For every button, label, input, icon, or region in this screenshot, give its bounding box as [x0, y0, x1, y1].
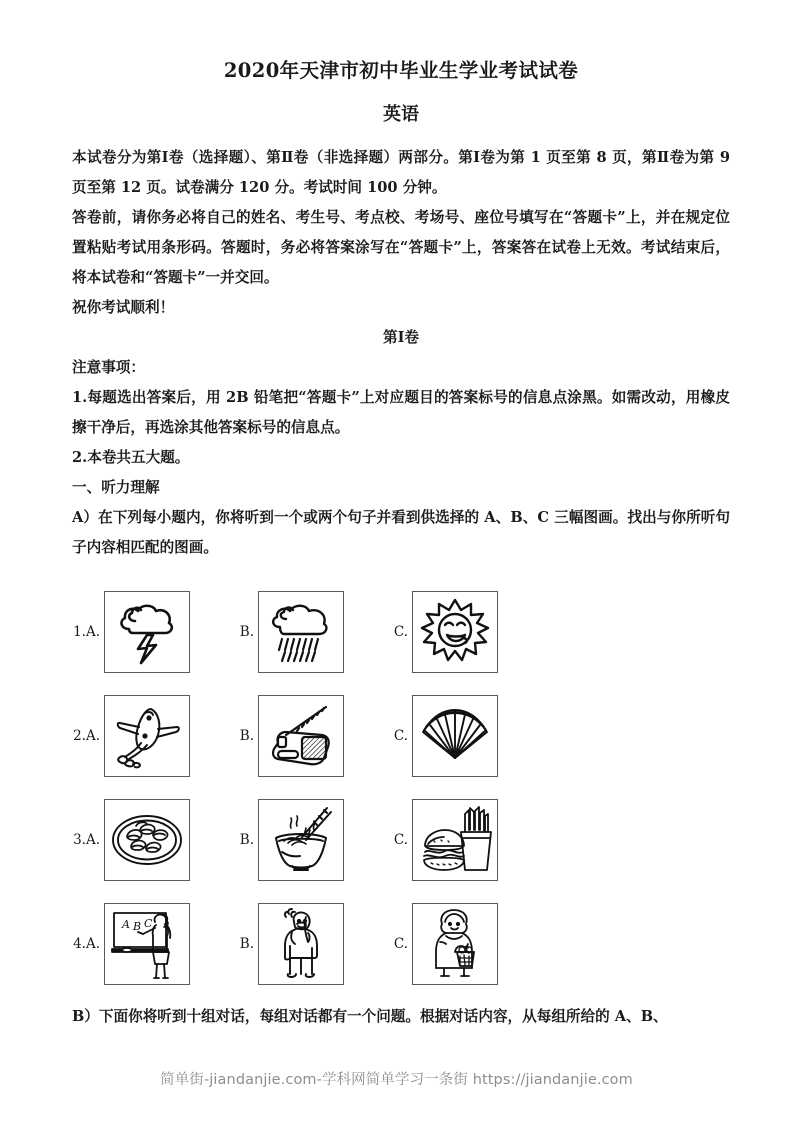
- option-2-c[interactable]: [390, 695, 498, 777]
- option-label-2-a: 2.A.: [73, 728, 100, 744]
- teacher-blackboard-icon[interactable]: [104, 903, 190, 985]
- option-3-c[interactable]: [390, 799, 498, 881]
- question-row-2: [72, 692, 732, 780]
- intro-paragraph-3: 祝你考试顺利！: [72, 298, 175, 316]
- option-4-a[interactable]: [72, 903, 190, 985]
- intro-paragraph-2: 答卷前，请你务必将自己的姓名、考生号、考点校、考场号、座位号填写在“答题卡”上，并在规定位置粘贴考试用条形码。答题时，务必将答案涂写在“答题卡”上，答案答在试卷上无效。考试结束后，将本试卷和“答题卡”一并交回。: [72, 208, 730, 286]
- burger-fries-icon[interactable]: [412, 799, 498, 881]
- volume-one-heading: 第Ⅰ卷: [382, 328, 419, 346]
- option-1-c[interactable]: [390, 591, 498, 673]
- question-row-4: [72, 900, 732, 988]
- option-1-a[interactable]: [72, 591, 190, 673]
- svg-text:A: A: [122, 918, 130, 931]
- smiling-sun-icon[interactable]: [412, 591, 498, 673]
- radio-icon[interactable]: [258, 695, 344, 777]
- option-label-3-c: C.: [393, 832, 408, 848]
- option-3-a[interactable]: [72, 799, 190, 881]
- instruction-section-b-wrap: [72, 1002, 730, 1032]
- option-1-b[interactable]: [236, 591, 344, 673]
- subject-title: 英语: [383, 104, 419, 126]
- page-title: 2020年天津市初中毕业生学业考试试卷: [223, 59, 579, 82]
- option-label-2-c: C.: [393, 728, 408, 744]
- document-content: [72, 58, 730, 563]
- option-4-b[interactable]: [236, 903, 344, 985]
- question-row-1: [72, 588, 732, 676]
- intro-paragraph-1: 本试卷分为第Ⅰ卷（选择题）、第Ⅱ卷（非选择题）两部分。第Ⅰ卷为第 1 页至第 8 页，第Ⅱ卷为第 9 页至第 12 页。试卷满分 120 分。考试时间 100 分钟。: [72, 148, 730, 196]
- option-label-1-b: B.: [239, 624, 254, 640]
- rain-cloud-icon[interactable]: [258, 591, 344, 673]
- person-waving-icon[interactable]: [258, 903, 344, 985]
- option-3-b[interactable]: [236, 799, 344, 881]
- footer-watermark: 简单街-jiandanjie.com-学科网简单学习一条街 https://jiandanjie.com: [160, 1072, 633, 1088]
- woman-with-basket-icon[interactable]: [412, 903, 498, 985]
- kite-airplane-icon[interactable]: [104, 695, 190, 777]
- dumplings-plate-icon[interactable]: [104, 799, 190, 881]
- thunderstorm-cloud-icon[interactable]: [104, 591, 190, 673]
- svg-text:B: B: [133, 920, 142, 933]
- notice-item-1: 1.每题选出答案后，用 2B 铅笔把“答题卡”上对应题目的答案标号的信息点涂黑。如需改动，用橡皮擦干净后，再选涂其他答案标号的信息点。: [72, 388, 730, 436]
- notice-item-2: 2.本卷共五大题。: [72, 448, 190, 466]
- instruction-section-a: A）在下列每小题内，你将听到一个或两个句子并看到供选择的 A、B、C 三幅图画。找出与你所听句子内容相匹配的图画。: [72, 508, 730, 556]
- folding-fan-icon[interactable]: [412, 695, 498, 777]
- option-label-4-a: 4.A.: [73, 936, 100, 952]
- svg-text:C: C: [144, 917, 153, 930]
- option-2-a[interactable]: [72, 695, 190, 777]
- option-label-1-a: 1.A.: [73, 624, 100, 640]
- option-4-c[interactable]: [390, 903, 498, 985]
- option-label-3-b: B.: [239, 832, 254, 848]
- instruction-section-b: B）下面你将听到十组对话，每组对话都有一个问题。根据对话内容，从每组所给的 A、B、: [72, 1008, 668, 1025]
- option-label-4-b: B.: [239, 936, 254, 952]
- notice-label: 注意事项：: [72, 358, 145, 376]
- option-2-b[interactable]: [236, 695, 344, 777]
- part-one-heading: 一、听力理解: [72, 478, 160, 496]
- option-label-4-c: C.: [393, 936, 408, 952]
- option-label-2-b: B.: [239, 728, 254, 744]
- option-label-3-a: 3.A.: [73, 832, 100, 848]
- option-label-1-c: C.: [393, 624, 408, 640]
- noodle-bowl-icon[interactable]: [258, 799, 344, 881]
- question-row-3: [72, 796, 732, 884]
- listening-picture-questions: [72, 588, 732, 1004]
